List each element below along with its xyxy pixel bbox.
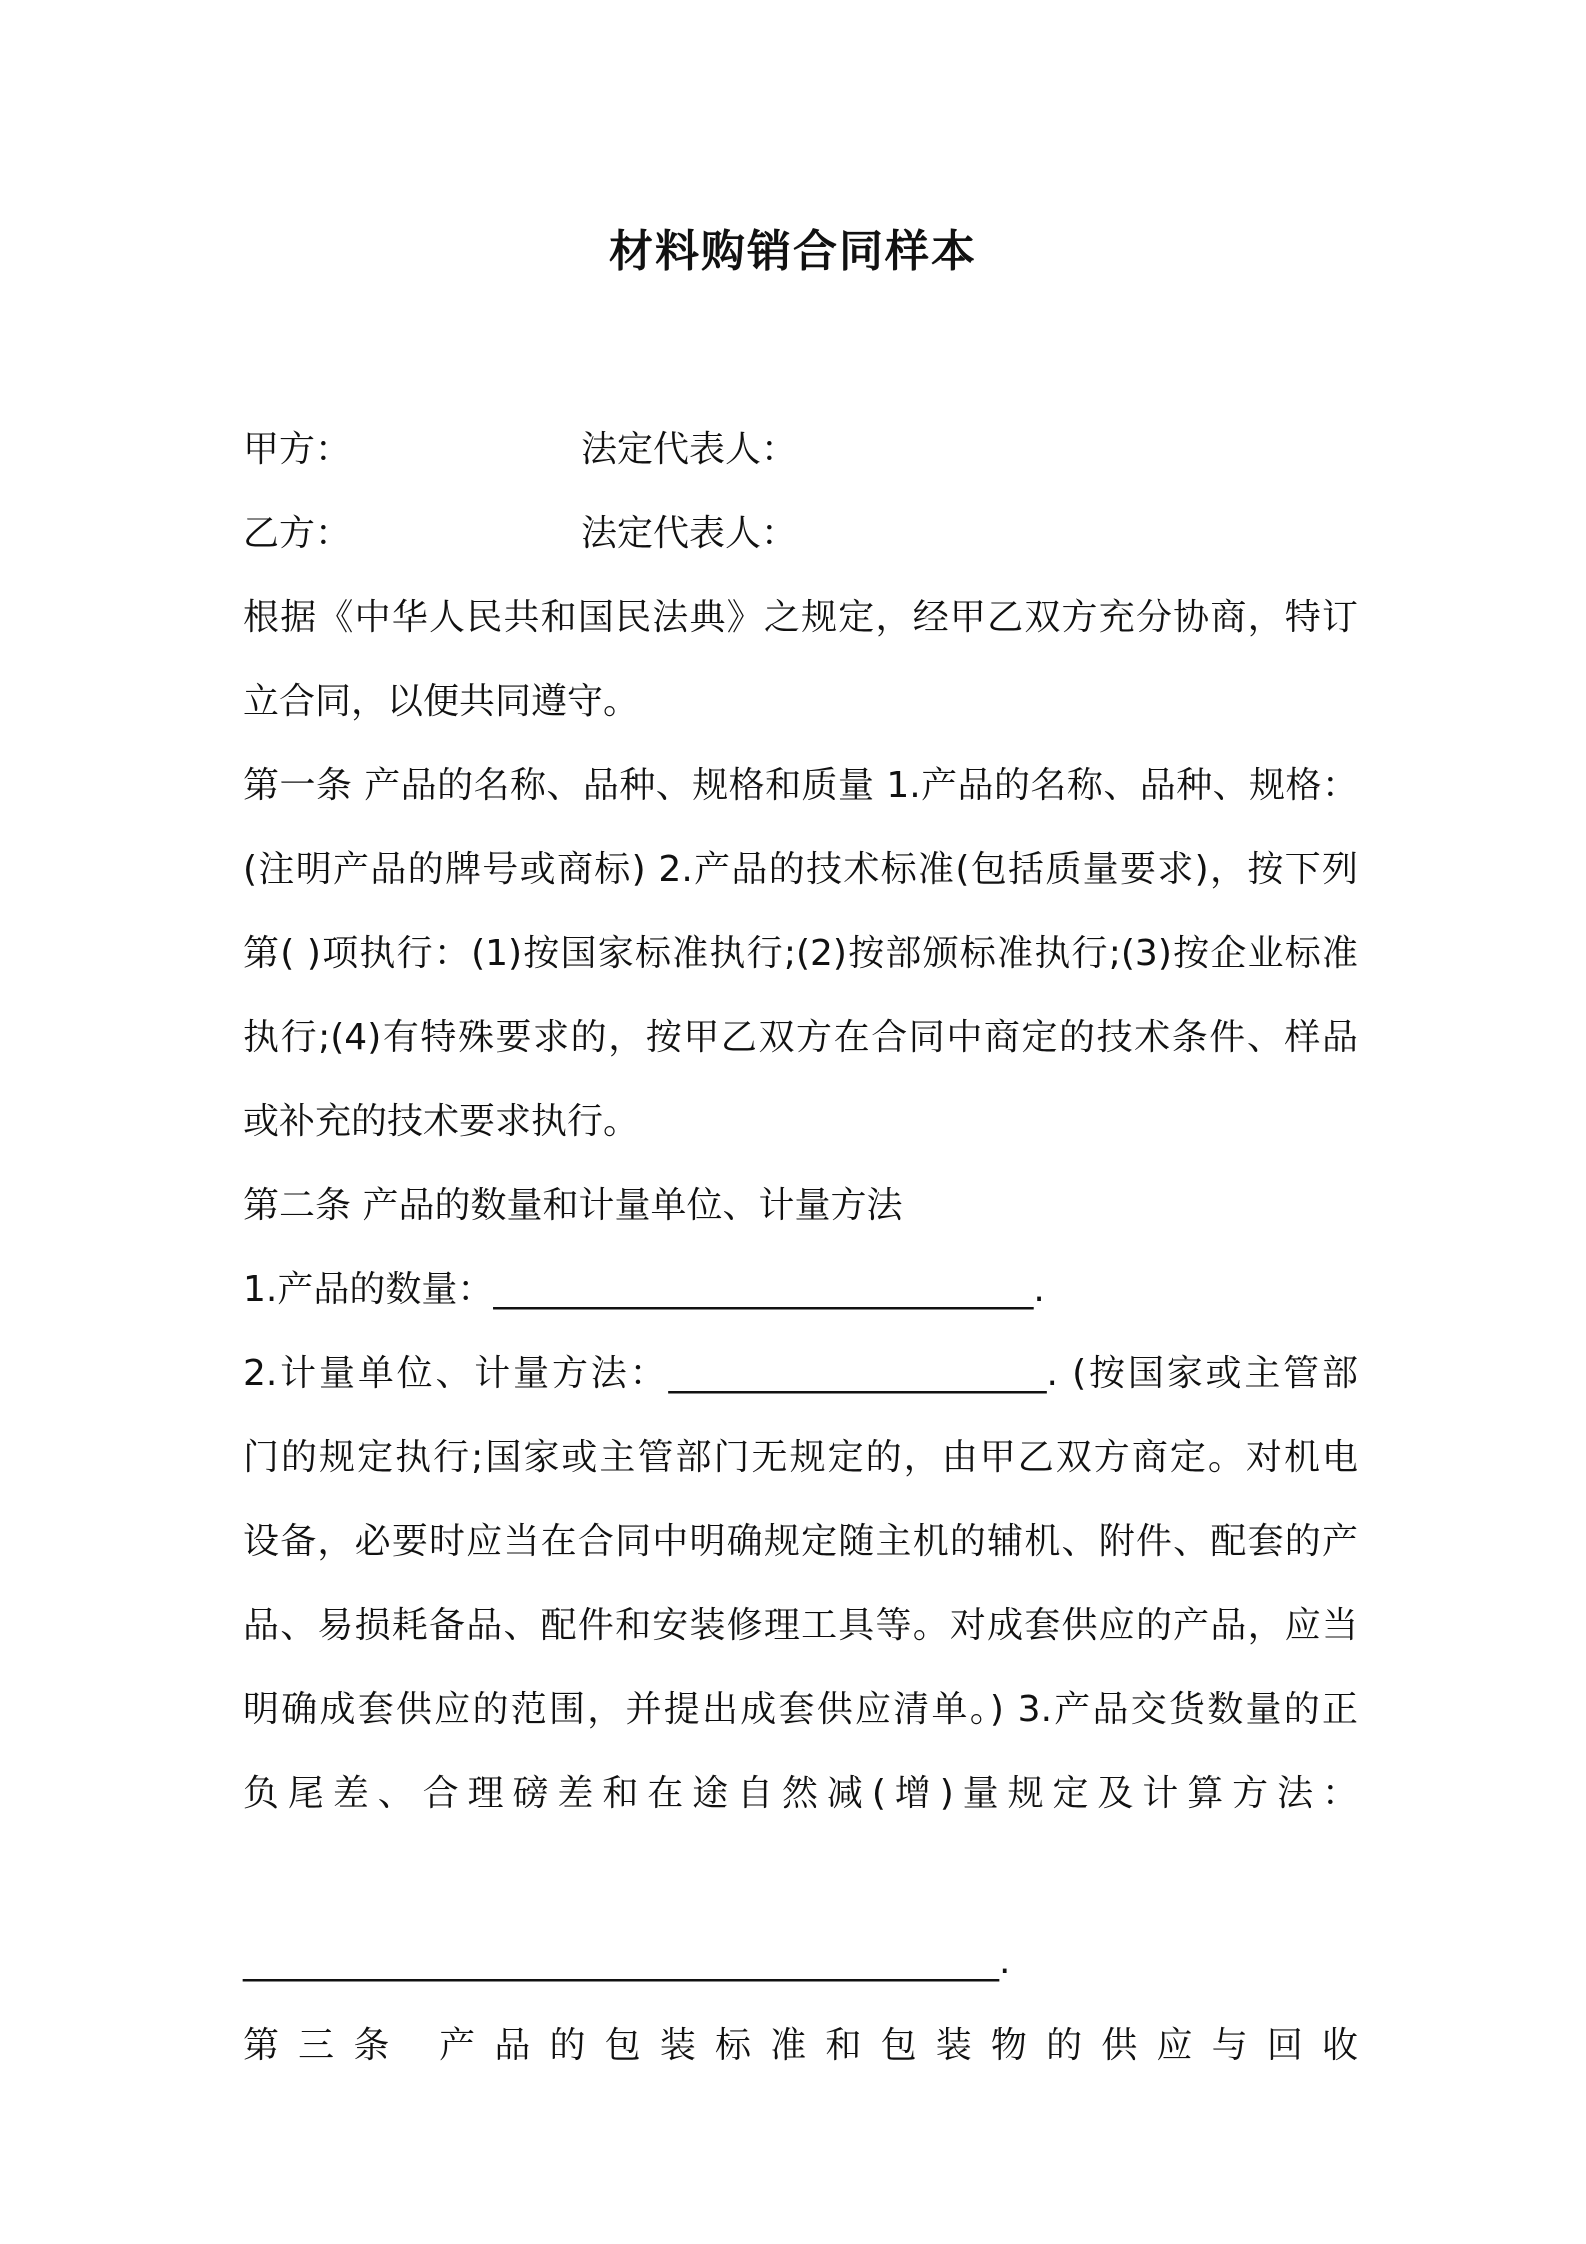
article-1-line: (注明产品的牌号或商标) 2.产品的技术标准(包括质量要求)，按下列 [243,849,1358,890]
article-2-line: 设备，必要时应当在合同中明确规定随主机的辅机、附件、配套的产 [243,1521,1358,1562]
party-a-label: 甲方： [243,429,352,470]
document-body [243,408,1358,2088]
article-2-line: 负尾差、合理磅差和在途自然减(增)量规定及计算方法： [243,1773,1358,1814]
article-2-line: 品、易损耗备品、配件和安装修理工具等。对成套供应的产品，应当 [243,1605,1358,1646]
party-b-label: 乙方： [243,513,352,554]
article-2-line: 2.计量单位、计量方法：_____________________. (按国家或主管部 [243,1353,1358,1394]
quantity-line: 1.产品的数量：______________________________. [243,1269,1045,1310]
party-b-rep-label: 法定代表人： [581,513,798,554]
blank-line [243,1836,1358,1920]
party-a-rep-label: 法定代表人： [581,429,798,470]
article-3-heading: 第三条 产品的包装标准和包装物的供应与回收 [243,2025,1358,2066]
article-2-heading: 第二条 产品的数量和计量单位、计量方法 [243,1185,903,1226]
document-title: 材料购销合同样本 [609,226,977,277]
body-line: 立合同，以便共同遵守。 [243,681,640,722]
article-2-line: 明确成套供应的范围，并提出成套供应清单。) 3.产品交货数量的正 [243,1689,1358,1730]
article-1-line: 或补充的技术要求执行。 [243,1101,640,1142]
body-line: 根据《中华人民共和国民法典》之规定，经甲乙双方充分协商，特订 [243,597,1358,638]
article-1-line: 第一条 产品的名称、品种、规格和质量 1.产品的名称、品种、规格： [243,765,1358,806]
party-b-row [243,492,1358,576]
article-1-line: 执行;(4)有特殊要求的，按甲乙双方在合同中商定的技术条件、样品 [243,1017,1358,1058]
article-2-line: 门的规定执行;国家或主管部门无规定的，由甲乙双方商定。对机电 [243,1437,1358,1478]
article-1-line: 第( )项执行：(1)按国家标准执行;(2)按部颁标准执行;(3)按企业标准 [243,933,1358,974]
fill-in-blank-line: __________________________________________. [243,1941,1011,1982]
party-a-row [243,408,1358,492]
